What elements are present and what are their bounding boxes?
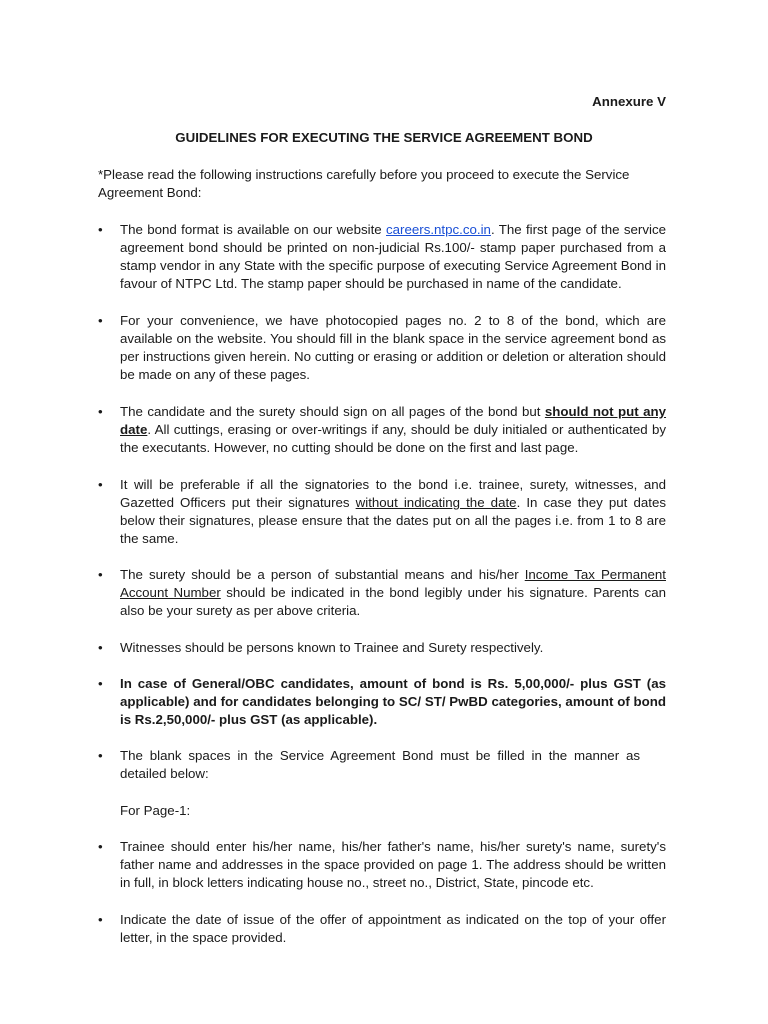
bullet-text: Indicate the date of issue of the offer of appointment as indicated on the top of your offer letter, in the space provided. [120,912,666,945]
text-segment: should be indicated in the bond legibly under his signature. Parents can also be your surety as per above criteria. [120,585,666,618]
text-segment: . In case they put dates below their signatures, please ensure that the dates put on all the pages i.e. from 1 to 8 are the same. [120,495,666,546]
bullet-icon: • [98,640,103,655]
bullet-trainee-details [98,838,666,892]
bullet-text [120,221,666,293]
annexure-label: Annexure V [592,94,666,109]
bullet-text: Trainee should enter his/her name, his/her father's name, his/her surety's name, surety's father name and addresses in the space provided on page 1. The address should be written in full, in block letters indicating house no., street no., District, State, pincode etc. [120,839,666,890]
page-title: GUIDELINES FOR EXECUTING THE SERVICE AGREEMENT BOND [175,130,593,145]
bullet-icon: • [98,404,103,419]
underline-pan: Income Tax Permanent Account Number [120,567,666,600]
bullet-text: In case of General/OBC candidates, amount of bond is Rs. 5,00,000/- plus GST (as applicable) and for candidates belonging to SC/ ST/ PwBD categories, amount of bond is Rs.2,50,000/- plus GST (as applicable). [120,676,666,727]
intro-paragraph: *Please read the following instructions carefully before you proceed to execute the Service Agreement Bond: [98,167,630,200]
bullet-blank-spaces [98,747,666,783]
bullet-icon: • [98,222,103,237]
bullet-text: The blank spaces in the Service Agreement Bond must be filled in the manner as detailed below: [120,748,640,781]
bullet-text [120,476,666,548]
bullet-offer-date [98,911,666,947]
bullet-bond-amount [98,675,666,729]
bullet-surety [98,566,666,620]
bullet-signatories [98,476,666,548]
bullet-sign-pages [98,403,666,457]
text-segment: . All cuttings, erasing or over-writings if any, should be duly initialed or authenticated by the executants. However, no cutting should be done on the first and last page. [120,422,666,455]
bullet-icon: • [98,567,103,582]
bullet-icon: • [98,839,103,854]
text-segment: The candidate and the surety should sign on all pages of the bond but [120,404,545,419]
bullet-icon: • [98,912,103,927]
bullet-website [98,221,666,293]
underline-without-date: without indicating the date [355,495,517,510]
bullet-icon: • [98,748,103,763]
text-segment: It will be preferable if all the signatories to the bond i.e. trainee, surety, witnesses, and Gazetted Officers put their signatures [120,477,666,510]
bullet-text: For your convenience, we have photocopied pages no. 2 to 8 of the bond, which are available on the website. You should fill in the blank space in the service agreement bond as per instructions given herein. No cutting or erasing or addition or deletion or alteration should be made on any of these pages. [120,313,666,382]
website-link[interactable]: careers.ntpc.co.in [386,222,491,237]
page1-label: For Page-1: [120,803,191,818]
emphasis-no-date: should not put any date [120,404,667,437]
bullet-text [120,566,666,620]
text-segment: The surety should be a person of substantial means and his/her [120,567,525,582]
text-segment: The bond format is available on our website [120,222,386,237]
bullet-icon: • [98,313,103,328]
text-segment: . The first page of the service agreement bond should be printed on non-judicial Rs.100/- stamp paper purchased from a stamp vendor in any State with the specific purpose of executing Service Agreement Bond in favour of NTPC Ltd. The stamp paper should be purchased in name of the candidate. [120,222,666,291]
bullet-icon: • [98,676,103,691]
bullet-text: Witnesses should be persons known to Trainee and Surety respectively. [120,640,544,655]
bullet-photocopied-pages [98,312,666,384]
bullet-text [120,403,666,457]
bullet-icon: • [98,477,103,492]
bullet-witnesses [98,639,666,657]
